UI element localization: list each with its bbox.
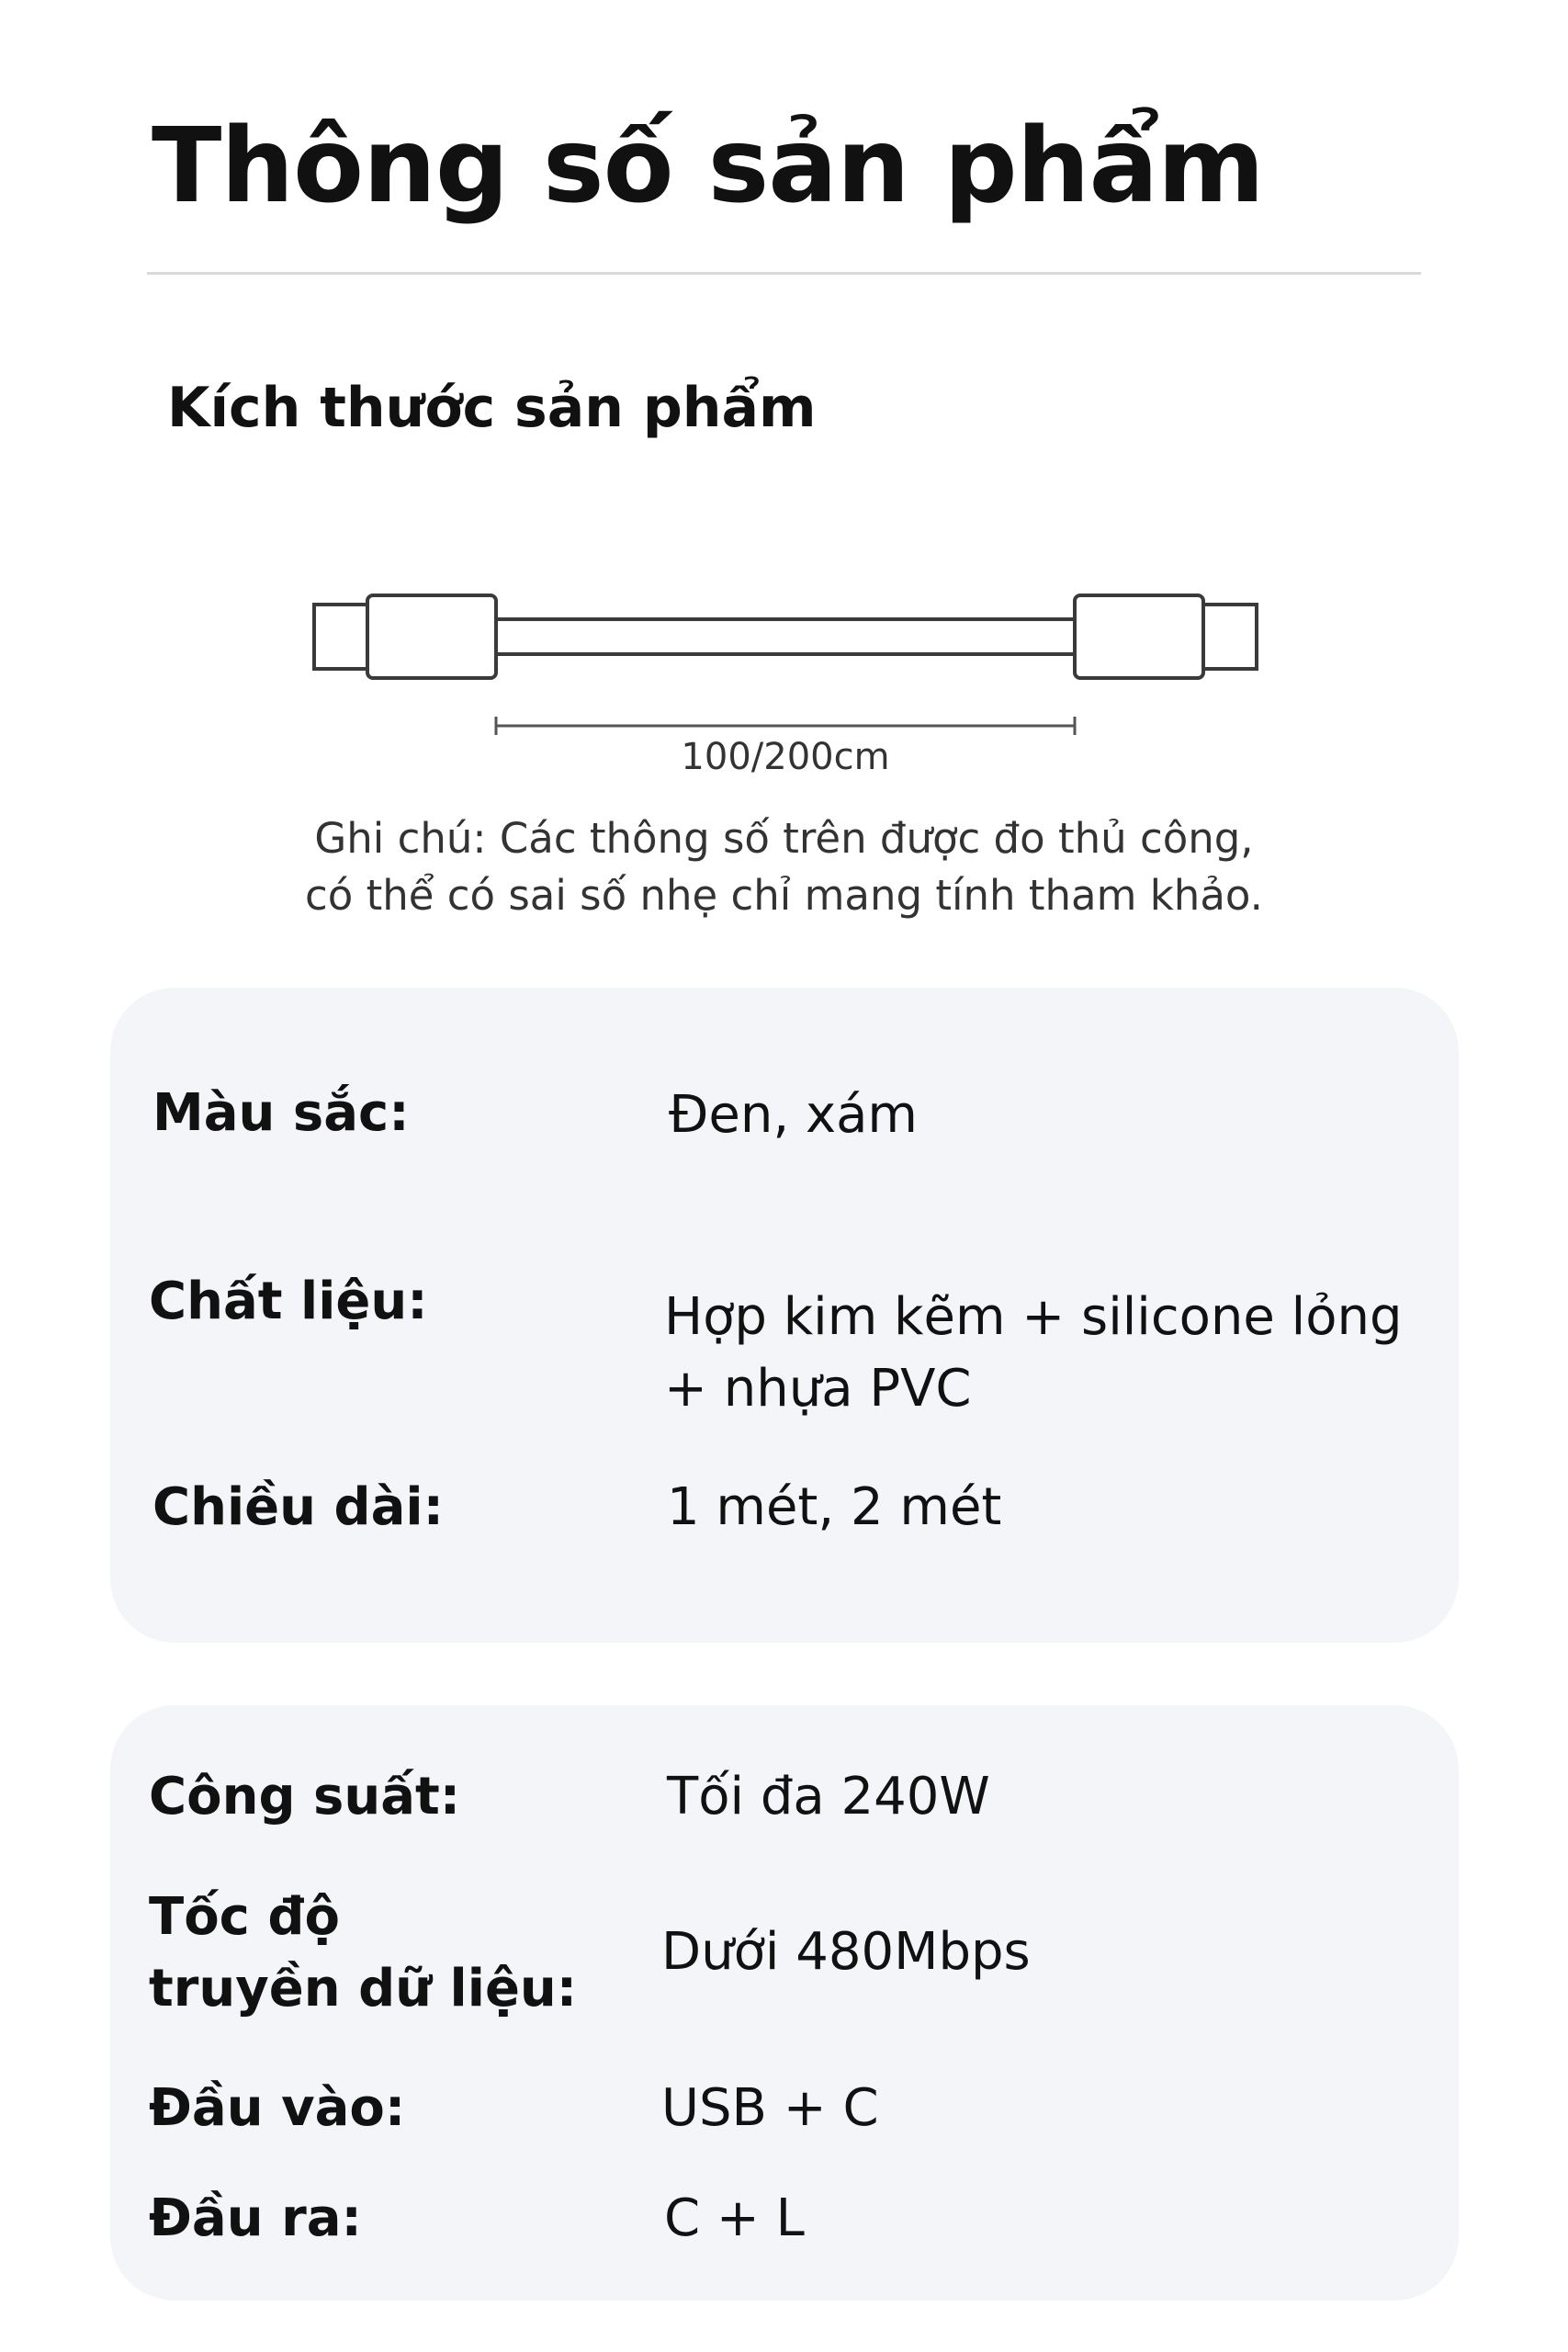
spec-label-power: Công suất: — [149, 1767, 461, 1826]
spec-value-power: Tối đa 240W — [667, 1767, 990, 1826]
dimensions-heading: Kích thước sản phẩm — [167, 376, 817, 440]
note-line-1: Ghi chú: Các thông số trên được đo thủ công, — [314, 814, 1254, 863]
spec-card-general — [110, 988, 1459, 1643]
spec-label-data-speed-line-2: truyền dữ liệu: — [149, 1959, 578, 2018]
left-connector-tip — [314, 605, 367, 669]
page-title: Thông số sản phẩm — [152, 107, 1264, 226]
spec-label-data-speed-line-1: Tốc độ — [149, 1887, 340, 1947]
measurement-note — [0, 810, 1568, 924]
spec-value-length: 1 mét, 2 mét — [667, 1477, 1002, 1537]
spec-card-technical — [110, 1705, 1459, 2301]
spec-value-output: C + L — [664, 2188, 805, 2248]
cable-body — [496, 619, 1075, 654]
spec-label-input: Đầu vào: — [149, 2078, 406, 2138]
spec-label-color: Màu sắc: — [152, 1083, 410, 1143]
right-connector-tip — [1203, 605, 1257, 669]
spec-label-output: Đầu ra: — [149, 2188, 362, 2248]
length-dimension-line — [496, 717, 1075, 735]
spec-value-material-line-2: + nhựa PVC — [664, 1359, 972, 1419]
cable-dimension-diagram — [0, 579, 1568, 790]
cable-length-label: 100/200cm — [681, 736, 890, 778]
spec-value-input: USB + C — [661, 2078, 879, 2138]
spec-value-data-speed: Dưới 480Mbps — [661, 1922, 1031, 1982]
spec-value-color: Đen, xám — [669, 1085, 918, 1145]
title-divider — [147, 272, 1421, 275]
spec-label-length: Chiều dài: — [152, 1477, 444, 1537]
left-connector-housing — [367, 595, 496, 678]
spec-value-material-line-1: Hợp kim kẽm + silicone lỏng — [664, 1287, 1403, 1347]
right-connector-housing — [1075, 595, 1203, 678]
spec-label-material: Chất liệu: — [149, 1272, 428, 1331]
note-line-2: có thể có sai số nhẹ chỉ mang tính tham khảo. — [305, 871, 1263, 920]
